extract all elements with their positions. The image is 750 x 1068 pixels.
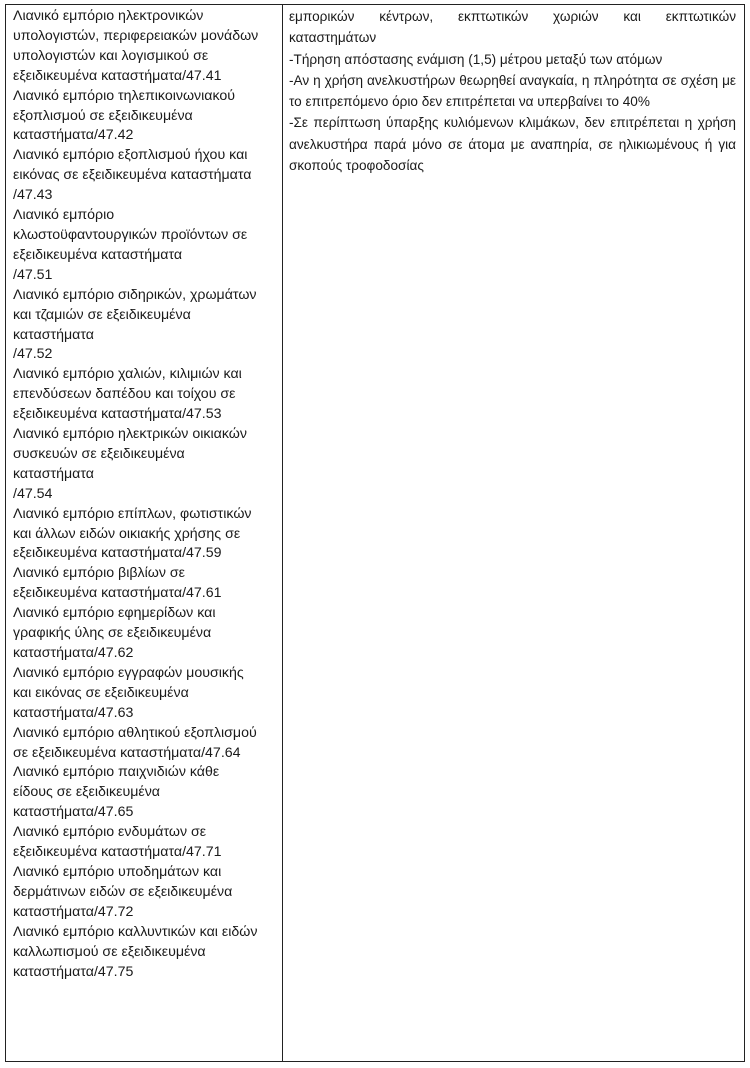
activity-entry-line: εξειδικευμένα καταστήματα (13, 246, 183, 263)
activity-entry-line: Λιανικό εμπόριο υποδημάτων και (13, 863, 222, 880)
activity-entry-line: συσκευών σε εξειδικευμένα (13, 445, 185, 462)
activity-entry-line: υπολογιστών και λογισμικού σε (13, 47, 209, 64)
activity-entry-line: εξειδικευμένα καταστήματα/47.53 (13, 406, 222, 423)
activity-entry (13, 823, 278, 863)
activity-entry-line: και εικόνας σε εξειδικευμένα (13, 684, 189, 701)
measures-paragraph-escalators: -Σε περίπτωση ύπαρξης κυλιόμενων κλιμάκων, δεν επιτρέπεται η χρήση ανελκυστήρα παρά μόνο σε άτομα με αναπηρία, σε ηλικιωμένους ή για σκοπούς τροφοδοσίας (289, 115, 736, 174)
activity-entry-line: Λιανικό εμπόριο εξοπλισμού ήχου και (13, 147, 248, 164)
activity-entry (13, 87, 278, 147)
activity-entry-line: γραφικής ύλης σε εξειδικευμένα (13, 625, 212, 642)
measures-paragraph-distance: -Τήρηση απόστασης ενάμιση (1,5) μέτρου μεταξύ των ατόμων (289, 51, 663, 67)
activity-entry-line: δερμάτινων ειδών σε εξειδικευμένα (13, 883, 233, 900)
activity-entry (13, 724, 278, 764)
activity-entry-line: Λιανικό εμπόριο επίπλων, φωτιστικών (13, 505, 252, 522)
activity-entry (13, 7, 278, 87)
activity-entry-line: καταστήματα/47.72 (13, 903, 134, 920)
activity-codes-column (6, 5, 283, 1061)
activity-entry-line: Λιανικό εμπόριο τηλεπικοινωνιακού (13, 87, 236, 104)
activity-entry-line: εξειδικευμένα καταστήματα/47.71 (13, 844, 222, 861)
activity-entry-line: Λιανικό εμπόριο εφημερίδων και (13, 605, 216, 622)
activity-entry (13, 146, 278, 206)
activity-entry-line: υπολογιστών, περιφερειακών μονάδων (13, 27, 259, 44)
activity-entry-line: εξειδικευμένα καταστήματα/47.59 (13, 545, 222, 562)
activity-entry-line: /47.51 (13, 266, 53, 283)
activity-entry (13, 425, 278, 505)
activity-entry (13, 365, 278, 425)
activity-entry-line: και άλλων ειδών οικιακής χρήσης σε (13, 525, 241, 542)
measures-column (283, 5, 744, 1061)
activity-entry-line: εξειδικευμένα καταστήματα/47.61 (13, 585, 222, 602)
activity-entry-line: εικόνας σε εξειδικευμένα καταστήματα (13, 167, 252, 184)
activity-entry (13, 286, 278, 366)
activity-entry-line: /47.43 (13, 187, 53, 204)
measures-paragraph-1 (289, 6, 736, 49)
activity-entry-line: /47.54 (13, 485, 53, 502)
activity-entry (13, 863, 278, 923)
activity-entry (13, 505, 278, 565)
activity-entry-line: καταστήματα (13, 326, 94, 343)
activity-entry-line: είδους σε εξειδικευμένα (13, 784, 161, 801)
activity-entry (13, 206, 278, 286)
measures-table (5, 4, 745, 1062)
measures-paragraph-1-line-1: εμπορικών κέντρων, εκπτωτικών χωριών και εκπτωτικών (289, 9, 736, 24)
activity-entry-line: επενδύσεων δαπέδου και τοίχου σε (13, 386, 236, 403)
activity-entry-line: καταστήματα/47.42 (13, 127, 134, 144)
activity-entry-line: Λιανικό εμπόριο εγγραφών μουσικής (13, 664, 244, 681)
activity-entry-line: καταστήματα/47.63 (13, 704, 134, 721)
activity-entry-line: Λιανικό εμπόριο (13, 207, 115, 224)
activity-entry-line: καταστήματα/47.65 (13, 804, 134, 821)
measures-paragraph-1-line-2: καταστημάτων (289, 30, 377, 46)
activity-entry-line: Λιανικό εμπόριο καλλυντικών και ειδών (13, 923, 258, 940)
activity-entry-line: Λιανικό εμπόριο ηλεκτρονικών (13, 8, 204, 24)
activity-entry-line: καταστήματα/47.75 (13, 963, 134, 980)
measures-paragraph-elevators: -Αν η χρήση ανελκυστήρων θεωρηθεί αναγκαία, η πληρότητα σε σχέση με το επιτρεπόμενο όριο δεν επιτρέπεται να υπερβαίνει το 40% (289, 72, 736, 110)
activity-entry-line: Λιανικό εμπόριο ηλεκτρικών οικιακών (13, 426, 247, 443)
activity-entry-line: καταστήματα (13, 465, 94, 482)
activity-entry-line: /47.52 (13, 346, 53, 363)
activity-entry-line: Λιανικό εμπόριο χαλιών, κιλιμιών και (13, 366, 242, 383)
activity-entry-line: εξοπλισμού σε εξειδικευμένα (13, 107, 193, 124)
activity-entry-line: σε εξειδικευμένα καταστήματα/47.64 (13, 744, 241, 761)
activity-entry-line: Λιανικό εμπόριο παιχνιδιών κάθε (13, 764, 220, 781)
activity-entry-line: κλωστοϋφαντουργικών προϊόντων σε (13, 226, 248, 243)
activity-entry (13, 923, 278, 983)
activity-entry (13, 564, 278, 604)
activity-entry (13, 763, 278, 823)
activity-entry-line: Λιανικό εμπόριο σιδηρικών, χρωμάτων (13, 286, 257, 303)
activity-entry-line: Λιανικό εμπόριο βιβλίων σε (13, 565, 185, 582)
activity-entry-line: εξειδικευμένα καταστήματα/47.41 (13, 67, 222, 84)
activity-entry-line: Λιανικό εμπόριο ενδυμάτων σε (13, 824, 207, 841)
activity-entry-line: Λιανικό εμπόριο αθλητικού εξοπλισμού (13, 724, 257, 741)
activity-entry-line: καλλωπισμού σε εξειδικευμένα (13, 943, 206, 960)
activity-entry (13, 664, 278, 724)
activity-entry-line: καταστήματα/47.62 (13, 645, 134, 661)
activity-entry-line: και τζαμιών σε εξειδικευμένα (13, 306, 191, 323)
activity-entry (13, 604, 278, 664)
